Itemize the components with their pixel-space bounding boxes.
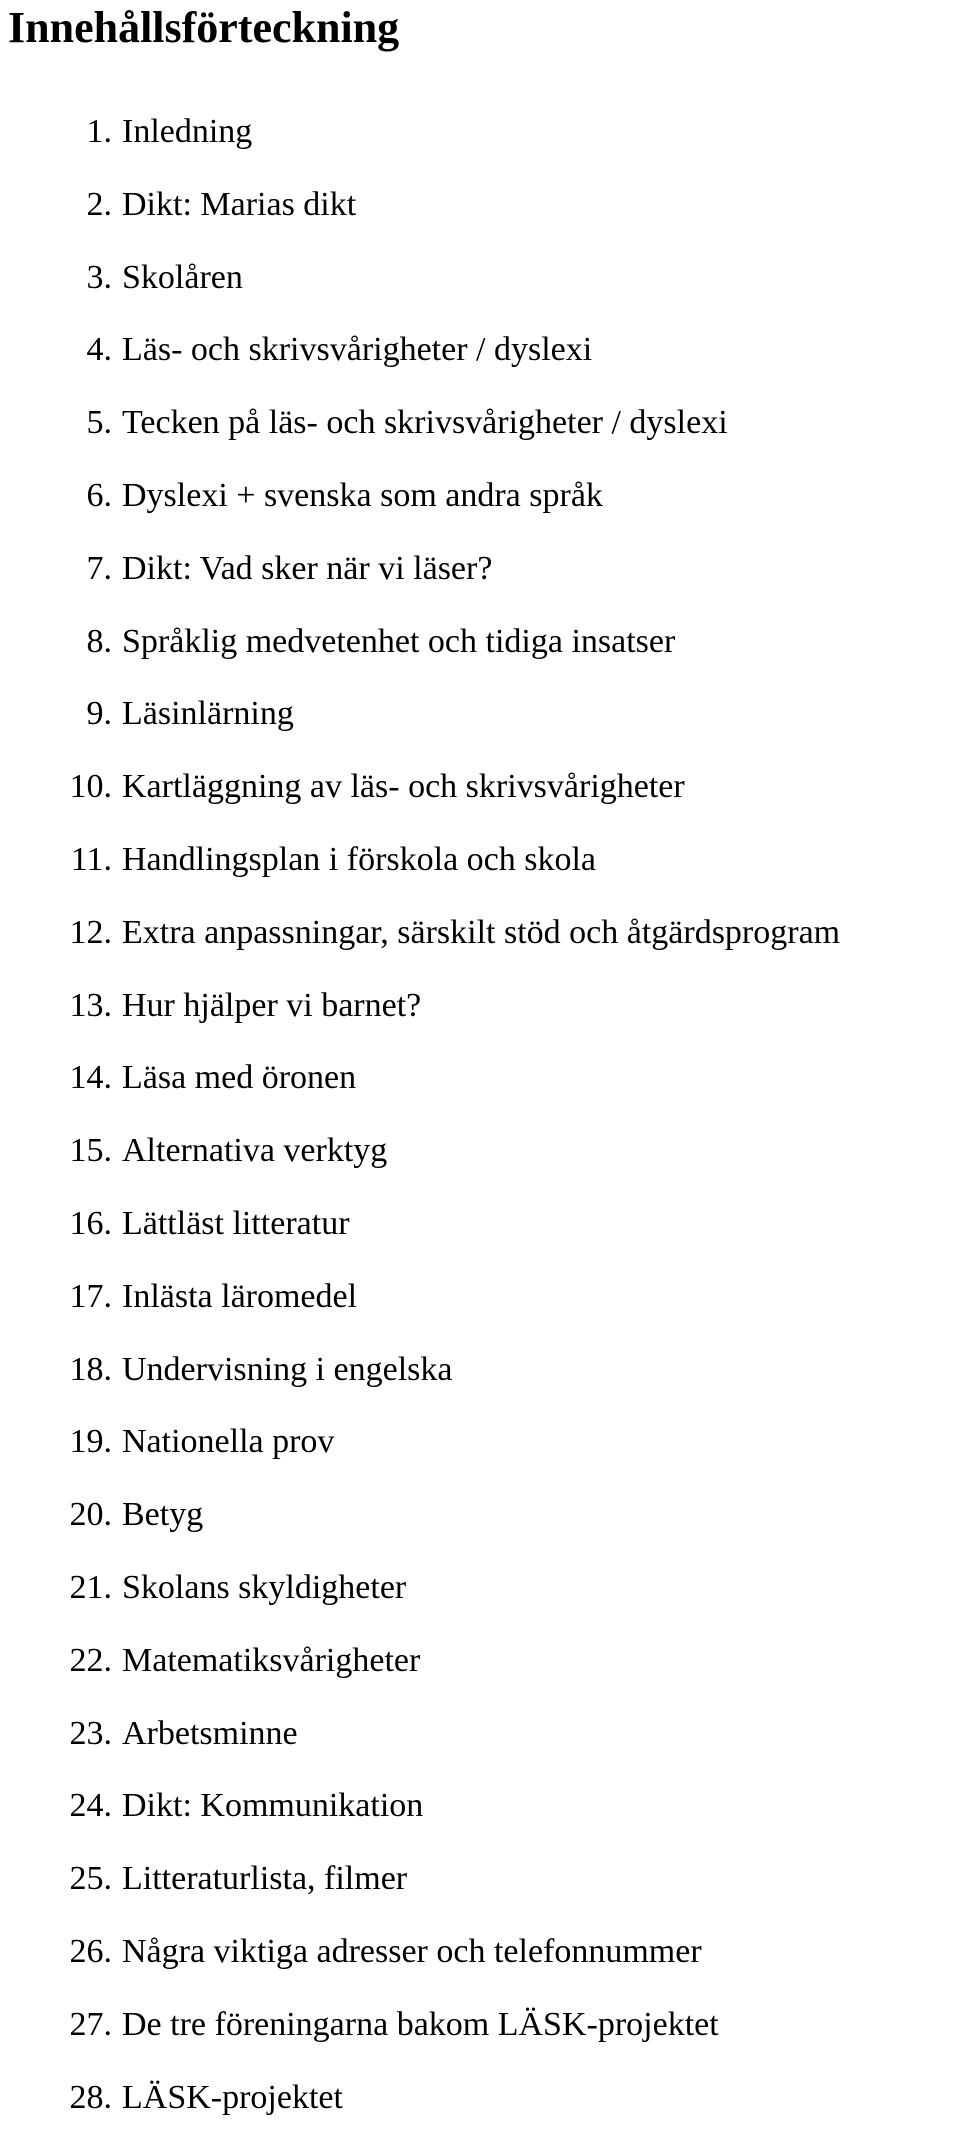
list-item-number: 19. (69, 1423, 112, 1461)
list-item (0, 905, 960, 978)
list-item-number: 9. (86, 695, 112, 733)
list-item-text: Språklig medvetenhet och tidiga insatser (122, 622, 676, 660)
list-item-number: 6. (86, 476, 112, 514)
list-item (0, 1851, 960, 1924)
list-item-text: Nationella prov (122, 1423, 335, 1461)
list-item (0, 177, 960, 250)
list-item-text: Handlingsplan i förskola och skola (122, 840, 597, 878)
list-item-text: Dikt: Kommunikation (122, 1787, 424, 1825)
list-item (0, 1342, 960, 1415)
list-item-text: Inlästa läromedel (122, 1277, 358, 1315)
list-item-number: 4. (86, 331, 112, 369)
list-item-text: Dyslexi + svenska som andra språk (122, 476, 603, 514)
list-item-text: Inledning (122, 113, 253, 150)
list-item-text: Hur hjälper vi barnet? (122, 986, 422, 1024)
list-item-text: Undervisning i engelska (122, 1350, 453, 1388)
list-item-number: 14. (69, 1059, 112, 1097)
list-item-text: Matematiksvårigheter (122, 1641, 421, 1679)
list-item (0, 1123, 960, 1196)
list-item (0, 1196, 960, 1269)
list-item (0, 614, 960, 687)
list-item (0, 759, 960, 832)
list-item-text: De tre föreningarna bakom LÄSK-projektet (122, 2005, 719, 2043)
list-item-number: 11. (70, 840, 112, 878)
list-item (0, 2070, 960, 2142)
list-item-text: Betyg (122, 1496, 204, 1534)
list-item-text: Extra anpassningar, särskilt stöd och åtgärdsprogram (122, 913, 841, 951)
list-item-number: 22. (69, 1641, 112, 1679)
list-item (0, 1924, 960, 1997)
list-item-number: 16. (69, 1204, 112, 1242)
list-item-number: 7. (86, 549, 112, 587)
list-item-text: Några viktiga adresser och telefonnummer (122, 1932, 702, 1970)
list-item-number: 8. (86, 622, 112, 660)
list-item-number: 27. (69, 2005, 112, 2043)
page-title: Innehållsförteckning (8, 3, 400, 52)
list-item (0, 1778, 960, 1851)
list-item (0, 541, 960, 614)
list-item-number: 26. (69, 1932, 112, 1970)
list-item (0, 250, 960, 323)
list-item-number: 24. (69, 1787, 112, 1825)
list-item (0, 1633, 960, 1706)
list-item (0, 832, 960, 905)
list-item (0, 1414, 960, 1487)
list-item (0, 468, 960, 541)
list-item-number: 20. (69, 1496, 112, 1534)
list-item-number: 25. (69, 1860, 112, 1898)
list-item-text: Kartläggning av läs- och skrivsvårigheter (122, 768, 685, 806)
list-item-number: 12. (69, 913, 112, 951)
list-item (0, 395, 960, 468)
list-item-number: 18. (69, 1350, 112, 1388)
list-item-text: Litteraturlista, filmer (122, 1860, 408, 1898)
list-item (0, 686, 960, 759)
list-item-number: 5. (86, 404, 112, 442)
list-item-number: 15. (69, 1132, 112, 1170)
list-item-text: Dikt: Marias dikt (122, 185, 357, 223)
list-item-number: 13. (69, 986, 112, 1024)
list-item (0, 978, 960, 1051)
list-item-number: 21. (69, 1568, 112, 1606)
list-item-text: Lättläst litteratur (122, 1204, 350, 1242)
list-item (0, 1487, 960, 1560)
list-item-text: Skolans skyldigheter (122, 1568, 407, 1606)
list-item (0, 104, 960, 177)
list-item (0, 1706, 960, 1779)
list-item-text: Läsinlärning (122, 695, 294, 733)
list-item (0, 1997, 960, 2070)
list-item-number: 2. (86, 185, 112, 223)
table-of-contents (0, 104, 960, 2142)
list-item (0, 1050, 960, 1123)
list-item-number: 23. (69, 1714, 112, 1752)
list-item-text: Skolåren (122, 258, 243, 296)
list-item-number: 10. (69, 768, 112, 806)
list-item (0, 1269, 960, 1342)
list-item-text: Alternativa verktyg (122, 1132, 388, 1170)
list-item-text: Dikt: Vad sker när vi läser? (122, 549, 493, 587)
list-item-number: 3. (86, 258, 112, 296)
list-item-text: Läsa med öronen (122, 1059, 357, 1097)
list-item-text: Tecken på läs- och skrivsvårigheter / dyslexi (122, 404, 728, 442)
list-item (0, 1560, 960, 1633)
list-item-number: 28. (69, 2078, 112, 2116)
list-item-text: Läs- och skrivsvårigheter / dyslexi (122, 331, 593, 369)
list-item-number: 17. (69, 1277, 112, 1315)
list-item-number: 1. (86, 113, 112, 150)
list-item-text: Arbetsminne (122, 1714, 298, 1752)
list-item-text: LÄSK-projektet (122, 2078, 343, 2116)
list-item (0, 322, 960, 395)
